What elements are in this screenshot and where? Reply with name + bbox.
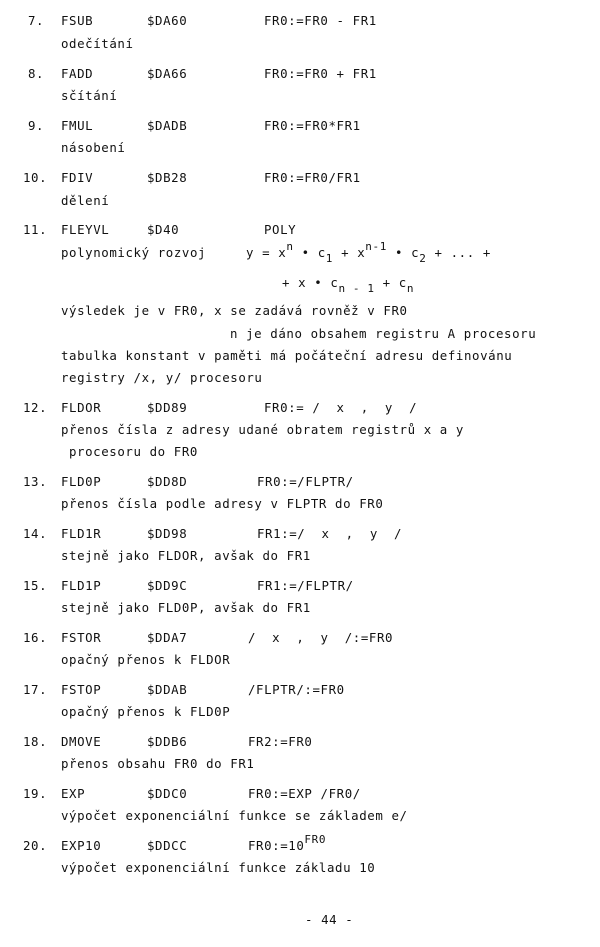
entry-address: $DDC0 xyxy=(147,786,188,801)
entry-number: 17. xyxy=(23,682,48,697)
formula-c: c xyxy=(411,245,420,260)
entry-address: $DDA7 xyxy=(147,630,188,645)
entry-number: 19. xyxy=(23,786,48,801)
entry-description: přenos čísla podle adresy v FLPTR do FR0 xyxy=(61,496,384,511)
entry-number: 14. xyxy=(23,526,48,541)
entry-operation: POLY xyxy=(264,222,297,237)
op-exponent: FR0 xyxy=(304,833,327,846)
entry-description: sčítání xyxy=(61,88,118,103)
formula-c: c xyxy=(330,275,339,290)
entry-address: $DD8D xyxy=(147,474,188,489)
entry-description: opačný přenos k FLD0P xyxy=(61,704,231,719)
entry-number: 15. xyxy=(23,578,48,593)
entry-address: $DA60 xyxy=(147,13,188,28)
entry-description: stejně jako FLD0P, avšak do FR1 xyxy=(61,600,311,615)
op-base: FR0:=10 xyxy=(248,838,305,853)
entry-description: polynomický rozvoj xyxy=(61,245,207,260)
entry-operation: /FLPTR/:=FR0 xyxy=(248,682,345,697)
entry-routine-name: FLDOR xyxy=(61,400,102,415)
entry-number: 16. xyxy=(23,630,48,645)
page-number: - 44 - xyxy=(305,912,354,927)
entry-address: $DD9C xyxy=(147,578,188,593)
entry-address: $DDCC xyxy=(147,838,188,853)
entry-routine-name: DMOVE xyxy=(61,734,102,749)
entry-routine-name: FSUB xyxy=(61,13,94,28)
formula-line-1: y = xn • c1 + xn-1 • c2 + ... + xyxy=(246,240,491,265)
entry-operation: FR0:=FR0*FR1 xyxy=(264,118,361,133)
entry-operation xyxy=(248,833,327,855)
entry-number: 8. xyxy=(28,66,45,81)
entry-description: odečítání xyxy=(61,36,134,51)
entry-address: $DB28 xyxy=(147,170,188,185)
formula-line-2: + x • cn - 1 + cn xyxy=(282,275,415,295)
formula-sub-n-minus-1: n - 1 xyxy=(338,282,375,295)
entry-number: 12. xyxy=(23,400,48,415)
entry-description: výpočet exponenciální funkce se základem e/ xyxy=(61,808,408,823)
entry-number: 7. xyxy=(28,13,45,28)
entry-description: tabulka konstant v paměti má počáteční adresu definovánu xyxy=(61,348,513,363)
entry-number: 11. xyxy=(23,222,48,237)
entry-routine-name: FLD1R xyxy=(61,526,102,541)
entry-description: procesoru do FR0 xyxy=(69,444,198,459)
entry-routine-name: FADD xyxy=(61,66,94,81)
entry-address: $DADB xyxy=(147,118,188,133)
entry-operation: FR0:=/FLPTR/ xyxy=(257,474,354,489)
formula-exp-n: n xyxy=(286,240,294,253)
formula-tail: + ... + xyxy=(434,245,491,260)
entry-description: stejně jako FLDOR, avšak do FR1 xyxy=(61,548,311,563)
formula-lead: + x xyxy=(282,275,307,290)
entry-address: $DD89 xyxy=(147,400,188,415)
entry-operation: FR0:=FR0 - FR1 xyxy=(264,13,377,28)
entry-routine-name: FLEYVL xyxy=(61,222,110,237)
entry-description: výsledek je v FR0, x se zadává rovněž v FR0 xyxy=(61,303,408,318)
entry-operation: FR1:=/ x , y / xyxy=(257,526,403,541)
entry-routine-name: EXP xyxy=(61,786,86,801)
entry-description: výpočet exponenciální funkce základu 10 xyxy=(61,860,376,875)
formula-plus-c: + c xyxy=(382,275,407,290)
entry-number: 20. xyxy=(23,838,48,853)
entry-operation: FR0:=FR0 + FR1 xyxy=(264,66,377,81)
entry-routine-name: FLD1P xyxy=(61,578,102,593)
formula-plus-x: + x xyxy=(341,245,366,260)
entry-description: registry /x, y/ procesoru xyxy=(61,370,263,385)
entry-routine-name: FSTOP xyxy=(61,682,102,697)
entry-address: $D40 xyxy=(147,222,180,237)
entry-operation: FR2:=FR0 xyxy=(248,734,313,749)
entry-address: $DDB6 xyxy=(147,734,188,749)
formula-c: c xyxy=(317,245,326,260)
entry-number: 13. xyxy=(23,474,48,489)
entry-routine-name: FDIV xyxy=(61,170,94,185)
entry-operation: FR0:=EXP /FR0/ xyxy=(248,786,361,801)
entry-routine-name: FMUL xyxy=(61,118,94,133)
formula-sub-2: 2 xyxy=(419,252,427,265)
entry-address: $DD98 xyxy=(147,526,188,541)
entry-operation: / x , y /:=FR0 xyxy=(248,630,394,645)
formula-sub-n: n xyxy=(406,282,415,295)
entry-number: 18. xyxy=(23,734,48,749)
entry-number: 9. xyxy=(28,118,45,133)
entry-operation: FR0:= / x , y / xyxy=(264,400,418,415)
entry-description: opačný přenos k FLDOR xyxy=(61,652,231,667)
entry-routine-name: FLD0P xyxy=(61,474,102,489)
entry-address: $DDAB xyxy=(147,682,188,697)
entry-number: 10. xyxy=(23,170,48,185)
entry-description: násobení xyxy=(61,140,126,155)
formula-exp-n-minus-1: n-1 xyxy=(365,240,387,253)
entry-address: $DA66 xyxy=(147,66,188,81)
formula-y: y = x xyxy=(246,245,287,260)
entry-description: dělení xyxy=(61,193,110,208)
formula-sub-1: 1 xyxy=(325,252,334,265)
entry-routine-name: FSTOR xyxy=(61,630,102,645)
entry-operation: FR0:=FR0/FR1 xyxy=(264,170,361,185)
entry-description: přenos obsahu FR0 do FR1 xyxy=(61,756,255,771)
entry-description: n je dáno obsahem registru A procesoru xyxy=(230,326,537,341)
entry-operation: FR1:=/FLPTR/ xyxy=(257,578,354,593)
entry-description: přenos čísla z adresy udané obratem registrů x a y xyxy=(61,422,464,437)
entry-routine-name: EXP10 xyxy=(61,838,102,853)
